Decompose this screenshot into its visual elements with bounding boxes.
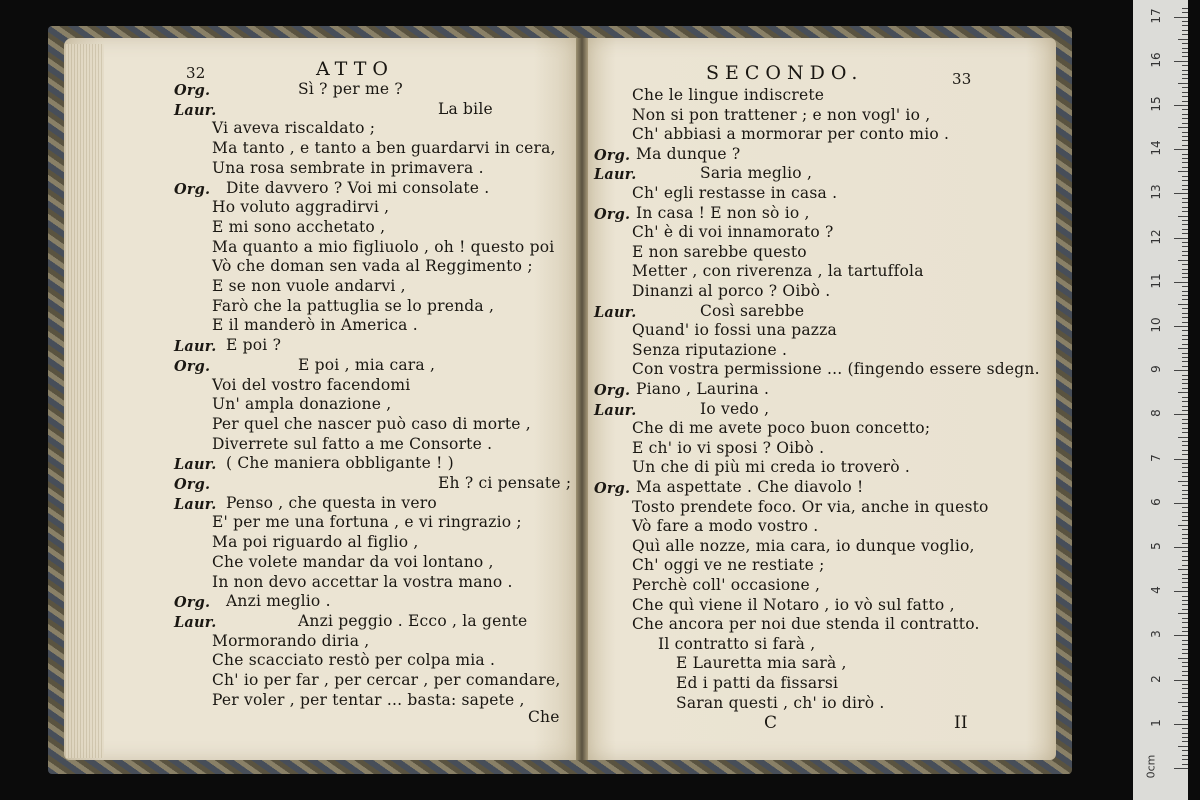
verse-line: Ch' io per far , per cercar , per comandare,	[212, 671, 561, 689]
ruler-tick	[1182, 741, 1188, 742]
ruler-tick	[1178, 481, 1188, 482]
ruler-tick	[1182, 56, 1188, 57]
ruler-tick	[1182, 198, 1188, 199]
ruler-tick	[1182, 43, 1188, 44]
ruler-tick	[1182, 162, 1188, 163]
speaker-label: Laur.	[174, 495, 217, 513]
verse-line: Diverrete sul fatto a me Consorte .	[212, 434, 493, 453]
verse-line: Con vostra permissione ... (fingendo essere sdegn.	[632, 360, 1040, 379]
ruler-tick	[1182, 48, 1188, 49]
speaker-label: Laur.	[594, 303, 637, 321]
ruler-number: 14	[1149, 140, 1163, 156]
ruler-tick	[1182, 755, 1188, 756]
verse-line: Farò che la pattuglia se lo prenda ,	[212, 296, 495, 315]
verse-line: Un che di più mi creda io troverò .	[632, 458, 910, 477]
ruler-tick	[1182, 286, 1188, 287]
verse-line: Così sarebbe	[700, 301, 805, 320]
ruler-tick	[1182, 264, 1188, 265]
ruler-tick	[1182, 361, 1188, 362]
verse-line: Dite davvero ? Voi mi consolate .	[226, 178, 490, 197]
speaker-label: Org.	[594, 146, 631, 164]
verse-line: E ch' io vi sposi ? Oibò .	[632, 438, 825, 457]
ruler-tick	[1178, 216, 1188, 217]
ruler-tick	[1182, 671, 1188, 672]
ruler-tick	[1182, 308, 1188, 309]
ruler-tick	[1182, 450, 1188, 451]
ruler-tick	[1182, 233, 1188, 234]
ruler-tick	[1182, 733, 1188, 734]
ruler-tick	[1182, 560, 1188, 561]
verse-line: Senza riputazione .	[632, 340, 788, 359]
ruler-tick	[1182, 313, 1188, 314]
ruler-tick	[1182, 529, 1188, 530]
ruler-tick	[1178, 613, 1188, 614]
ruler-tick	[1174, 591, 1188, 592]
verse-line: E il manderò in America .	[212, 316, 418, 335]
ruler-tick	[1182, 428, 1188, 429]
ruler-tick	[1174, 193, 1188, 194]
ruler-tick	[1182, 78, 1188, 79]
verse-line: Ma quanto a mio figliuolo , oh ! questo poi	[212, 237, 555, 256]
ruler-tick	[1182, 145, 1188, 146]
ruler-number: 2	[1149, 674, 1163, 683]
right-page-header: SECONDO.	[706, 62, 864, 84]
ruler-tick	[1182, 675, 1188, 676]
ruler-tick	[1182, 640, 1188, 641]
ruler-tick	[1182, 419, 1188, 420]
verse-line: Ch' abbiasi a mormorar per conto mio .	[632, 125, 950, 144]
ruler-tick	[1182, 759, 1188, 760]
verse-line: Anzi meglio .	[226, 592, 331, 611]
page-edges	[66, 44, 104, 758]
verse-line: Che quì viene il Notaro , io vò sul fatto ,	[632, 595, 955, 614]
verse-line: E poi , mia cara ,	[298, 355, 436, 374]
verse-line: Anzi peggio . Ecco , la gente	[298, 611, 528, 630]
verse-line: Per quel che nascer può caso di morte ,	[212, 414, 531, 433]
ruler-tick	[1174, 149, 1188, 150]
ruler-tick	[1178, 702, 1188, 703]
ruler-tick	[1174, 547, 1188, 548]
speaker-label: Laur.	[174, 338, 217, 356]
verse-line: Che volete mandar da voi lontano ,	[212, 552, 494, 571]
ruler-tick	[1182, 622, 1188, 623]
verse-line: Che le lingue indiscrete	[632, 86, 825, 104]
ruler-tick	[1182, 445, 1188, 446]
ruler-tick	[1182, 87, 1188, 88]
ruler-tick	[1174, 503, 1188, 504]
ruler-tick	[1182, 711, 1188, 712]
ruler-tick	[1182, 273, 1188, 274]
ruler-tick	[1182, 114, 1188, 115]
ruler-tick	[1182, 154, 1188, 155]
ruler-tick	[1182, 255, 1188, 256]
ruler-tick	[1182, 12, 1188, 13]
speaker-label: Laur.	[174, 456, 217, 474]
verse-line: E non sarebbe questo	[632, 242, 807, 261]
ruler-number: 8	[1149, 409, 1163, 418]
ruler-number: 16	[1149, 52, 1163, 68]
verse-line: In casa ! E non sò io ,	[636, 203, 810, 222]
ruler-tick	[1182, 737, 1188, 738]
ruler-tick	[1182, 136, 1188, 137]
ruler-number: 1	[1149, 718, 1163, 727]
speaker-label: Org.	[594, 480, 631, 497]
ruler-tick	[1182, 485, 1188, 486]
verse-line: Vi aveva riscaldato ;	[212, 119, 376, 138]
ruler-tick	[1174, 635, 1188, 636]
speaker-label: Org.	[174, 82, 211, 99]
ruler-tick	[1182, 609, 1188, 610]
ruler-tick	[1182, 410, 1188, 411]
ruler-tick	[1182, 627, 1188, 628]
ruler-tick	[1182, 375, 1188, 376]
ruler-tick	[1182, 644, 1188, 645]
ruler-tick	[1174, 326, 1188, 327]
ruler-number: 9	[1149, 365, 1163, 374]
ruler-number: 10	[1149, 317, 1163, 333]
ruler-tick	[1182, 653, 1188, 654]
ruler-tick	[1182, 401, 1188, 402]
ruler-tick	[1178, 392, 1188, 393]
measurement-ruler	[1133, 0, 1188, 800]
ruler-tick	[1182, 666, 1188, 667]
ruler-tick	[1182, 65, 1188, 66]
ruler-tick	[1182, 189, 1188, 190]
verse-line: La bile	[438, 99, 493, 118]
ruler-number: 17	[1149, 7, 1163, 24]
ruler-tick	[1174, 105, 1188, 106]
verse-line: Saria meglio ,	[700, 164, 813, 183]
ruler-tick	[1178, 437, 1188, 438]
speaker-label: Org.	[594, 205, 631, 223]
ruler-tick	[1174, 414, 1188, 415]
ruler-tick	[1182, 167, 1188, 168]
ruler-tick	[1182, 467, 1188, 468]
ruler-tick	[1174, 17, 1188, 18]
verse-line: E Lauretta mia sarà ,	[676, 654, 847, 673]
verse-line: Quì alle nozze, mia cara, io dunque voglio,	[632, 536, 975, 555]
ruler-tick	[1182, 21, 1188, 22]
ruler-tick	[1174, 768, 1188, 769]
ruler-tick	[1182, 688, 1188, 689]
ruler-tick	[1174, 724, 1188, 725]
ruler-tick	[1182, 101, 1188, 102]
ruler-tick	[1182, 596, 1188, 597]
ruler-tick	[1182, 246, 1188, 247]
verse-line: ( Che maniera obbligante ! )	[226, 454, 454, 473]
ruler-tick	[1182, 538, 1188, 539]
ruler-number: 11	[1149, 273, 1163, 289]
ruler-tick	[1178, 260, 1188, 261]
ruler-tick	[1182, 295, 1188, 296]
ruler-tick	[1182, 649, 1188, 650]
verse-line: In non devo accettar la vostra mano .	[212, 572, 513, 591]
ruler-tick	[1182, 25, 1188, 26]
verse-line: Piano , Laurina .	[636, 380, 770, 398]
ruler-tick	[1182, 251, 1188, 252]
ruler-tick	[1182, 534, 1188, 535]
speaker-label: Laur.	[594, 401, 637, 419]
ruler-tick	[1182, 335, 1188, 336]
ruler-tick	[1182, 684, 1188, 685]
ruler-number: 12	[1149, 228, 1163, 245]
verse-line: Quand' io fossi una pazza	[632, 321, 837, 340]
ruler-tick	[1182, 277, 1188, 278]
verse-line: Che ancora per noi due stenda il contratto.	[632, 615, 980, 634]
right-page-number: 33	[952, 70, 972, 88]
verse-line: Ch' è di voi innamorato ?	[632, 223, 834, 242]
ruler-tick	[1182, 322, 1188, 323]
ruler-tick	[1178, 569, 1188, 570]
ruler-tick	[1182, 366, 1188, 367]
ruler-tick	[1174, 680, 1188, 681]
verse-line: Dinanzi al porco ? Oibò .	[632, 282, 831, 300]
ruler-tick	[1182, 719, 1188, 720]
ruler-tick	[1182, 490, 1188, 491]
speaker-label: Org.	[594, 382, 631, 399]
ruler-tick	[1178, 83, 1188, 84]
ruler-tick	[1182, 574, 1188, 575]
book-gutter	[576, 38, 588, 760]
ruler-tick	[1174, 370, 1188, 371]
ruler-tick	[1178, 658, 1188, 659]
verse-line: Vò fare a modo vostro .	[632, 517, 819, 536]
ruler-tick	[1182, 693, 1188, 694]
left-page-number: 32	[186, 64, 206, 82]
ruler-tick	[1182, 715, 1188, 716]
ruler-tick	[1182, 202, 1188, 203]
speaker-label: Laur.	[594, 166, 637, 184]
verse-line: Vò che doman sen vada al Reggimento ;	[212, 257, 533, 276]
verse-line: Il contratto si farà ,	[658, 634, 816, 653]
speaker-label: Org.	[174, 357, 211, 375]
verse-line: Una rosa sembrate in primavera .	[212, 158, 484, 177]
verse-line: Metter , con riverenza , la tartuffola	[632, 262, 924, 281]
ruler-tick	[1182, 92, 1188, 93]
ruler-tick	[1182, 578, 1188, 579]
verse-line: E mi sono acchetato ,	[212, 217, 386, 236]
ruler-tick	[1182, 96, 1188, 97]
ruler-tick	[1182, 353, 1188, 354]
ruler-tick	[1182, 441, 1188, 442]
ruler-tick	[1182, 70, 1188, 71]
ruler-tick	[1182, 600, 1188, 601]
verse-line: Ma tanto , e tanto a ben guardarvi in cera,	[212, 139, 556, 158]
verse-line: Saran questi , ch' io dirò .	[676, 693, 885, 712]
ruler-tick	[1182, 618, 1188, 619]
ruler-number: 3	[1149, 630, 1163, 639]
ruler-tick	[1182, 211, 1188, 212]
verse-line: Non si pon trattener ; e non vogl' io ,	[632, 105, 931, 124]
ruler-tick	[1182, 397, 1188, 398]
ruler-number: 15	[1149, 96, 1163, 112]
ruler-tick	[1182, 118, 1188, 119]
ruler-tick	[1182, 432, 1188, 433]
ruler-tick	[1182, 30, 1188, 31]
ruler-tick	[1182, 472, 1188, 473]
ruler-tick	[1182, 207, 1188, 208]
ruler-tick	[1178, 39, 1188, 40]
ruler-tick	[1182, 463, 1188, 464]
ruler-tick	[1182, 8, 1188, 9]
verse-line: Ma dunque ?	[636, 144, 741, 163]
ruler-tick	[1178, 348, 1188, 349]
verse-line: Ch' egli restasse in casa .	[632, 184, 838, 202]
ruler-tick	[1182, 494, 1188, 495]
ruler-tick	[1182, 423, 1188, 424]
verse-line: Che scacciato restò per colpa mia .	[212, 651, 496, 670]
ruler-tick	[1182, 476, 1188, 477]
ruler-tick	[1182, 706, 1188, 707]
speaker-label: Org.	[174, 594, 211, 612]
ruler-number: 5	[1149, 542, 1163, 550]
ruler-tick	[1182, 34, 1188, 35]
speaker-label: Org.	[174, 476, 211, 493]
ruler-tick	[1174, 282, 1188, 283]
ruler-tick	[1182, 185, 1188, 186]
left-page-header: ATTO	[316, 58, 394, 80]
ruler-tick	[1182, 604, 1188, 605]
ruler-tick	[1182, 565, 1188, 566]
verse-line: Ho voluto aggradirvi ,	[212, 198, 390, 217]
signature-number: II	[954, 713, 968, 733]
ruler-tick	[1182, 269, 1188, 270]
ruler-tick	[1182, 764, 1188, 765]
verse-line: Per voler , per tentar ... basta: sapete ,	[212, 690, 525, 709]
ruler-tick	[1182, 406, 1188, 407]
verse-line: Sì ? per me ?	[298, 80, 403, 98]
ruler-tick	[1182, 52, 1188, 53]
left-catchword: Che	[528, 708, 560, 726]
verse-line: Io vedo ,	[700, 399, 770, 418]
speaker-label: Laur.	[174, 613, 217, 631]
ruler-tick	[1182, 74, 1188, 75]
ruler-tick	[1174, 61, 1188, 62]
ruler-tick	[1182, 291, 1188, 292]
ruler-tick	[1182, 176, 1188, 177]
verse-line: E se non vuole andarvi ,	[212, 277, 406, 295]
ruler-tick	[1182, 180, 1188, 181]
ruler-tick	[1182, 379, 1188, 380]
verse-line: Mormorando diria ,	[212, 631, 370, 650]
ruler-tick	[1182, 750, 1188, 751]
verse-line: Ma aspettate . Che diavolo !	[636, 478, 864, 496]
ruler-tick	[1182, 224, 1188, 225]
ruler-tick	[1182, 697, 1188, 698]
ruler-tick	[1182, 388, 1188, 389]
verse-line: Eh ? ci pensate ;	[438, 474, 572, 492]
ruler-number: 6	[1149, 497, 1163, 506]
verse-line: Ch' oggi ve ne restiate ;	[632, 556, 825, 575]
speaker-label: Org.	[174, 180, 211, 198]
ruler-tick	[1178, 171, 1188, 172]
ruler-tick	[1182, 587, 1188, 588]
ruler-tick	[1182, 330, 1188, 331]
ruler-unit: 0cm	[1144, 754, 1158, 779]
ruler-tick	[1182, 507, 1188, 508]
ruler-tick	[1182, 299, 1188, 300]
ruler-tick	[1178, 525, 1188, 526]
ruler-number: 4	[1149, 586, 1163, 595]
ruler-tick	[1182, 229, 1188, 230]
ruler-tick	[1182, 158, 1188, 159]
ruler-tick	[1182, 520, 1188, 521]
verse-line: Voi del vostro facendomi	[212, 375, 411, 394]
ruler-tick	[1174, 238, 1188, 239]
verse-line: Un' ampla donazione ,	[212, 395, 392, 414]
ruler-tick	[1182, 132, 1188, 133]
verse-line: E' per me una fortuna , e vi ringrazio ;	[212, 513, 522, 532]
ruler-number: 7	[1149, 453, 1163, 462]
ruler-tick	[1182, 582, 1188, 583]
ruler-tick	[1182, 123, 1188, 124]
verse-line: Tosto prendete foco. Or via, anche in questo	[632, 497, 989, 516]
ruler-tick	[1182, 516, 1188, 517]
ruler-tick	[1182, 383, 1188, 384]
verse-line: Che di me avete poco buon concetto;	[632, 419, 931, 438]
ruler-tick	[1182, 344, 1188, 345]
verse-line: Ed i patti da fissarsi	[676, 674, 839, 692]
ruler-tick	[1182, 454, 1188, 455]
ruler-tick	[1178, 746, 1188, 747]
verse-line: Penso , che questa in vero	[226, 493, 437, 512]
ruler-tick	[1182, 339, 1188, 340]
ruler-tick	[1178, 304, 1188, 305]
ruler-number: 13	[1149, 184, 1163, 201]
verse-line: E poi ?	[226, 336, 282, 355]
ruler-tick	[1182, 543, 1188, 544]
ruler-tick	[1182, 498, 1188, 499]
ruler-tick	[1182, 109, 1188, 110]
ruler-tick	[1182, 512, 1188, 513]
ruler-tick	[1182, 556, 1188, 557]
signature-mark: C	[764, 713, 778, 733]
ruler-tick	[1182, 662, 1188, 663]
ruler-tick	[1182, 357, 1188, 358]
ruler-tick	[1182, 317, 1188, 318]
ruler-tick	[1182, 242, 1188, 243]
ruler-tick	[1182, 551, 1188, 552]
ruler-tick	[1182, 631, 1188, 632]
ruler-tick	[1178, 127, 1188, 128]
ruler-tick	[1182, 220, 1188, 221]
ruler-tick	[1182, 140, 1188, 141]
speaker-label: Laur.	[174, 101, 217, 119]
verse-line: Ma poi riguardo al figlio ,	[212, 533, 419, 552]
verse-line: Perchè coll' occasione ,	[632, 576, 821, 594]
ruler-tick	[1174, 459, 1188, 460]
ruler-tick	[1182, 728, 1188, 729]
